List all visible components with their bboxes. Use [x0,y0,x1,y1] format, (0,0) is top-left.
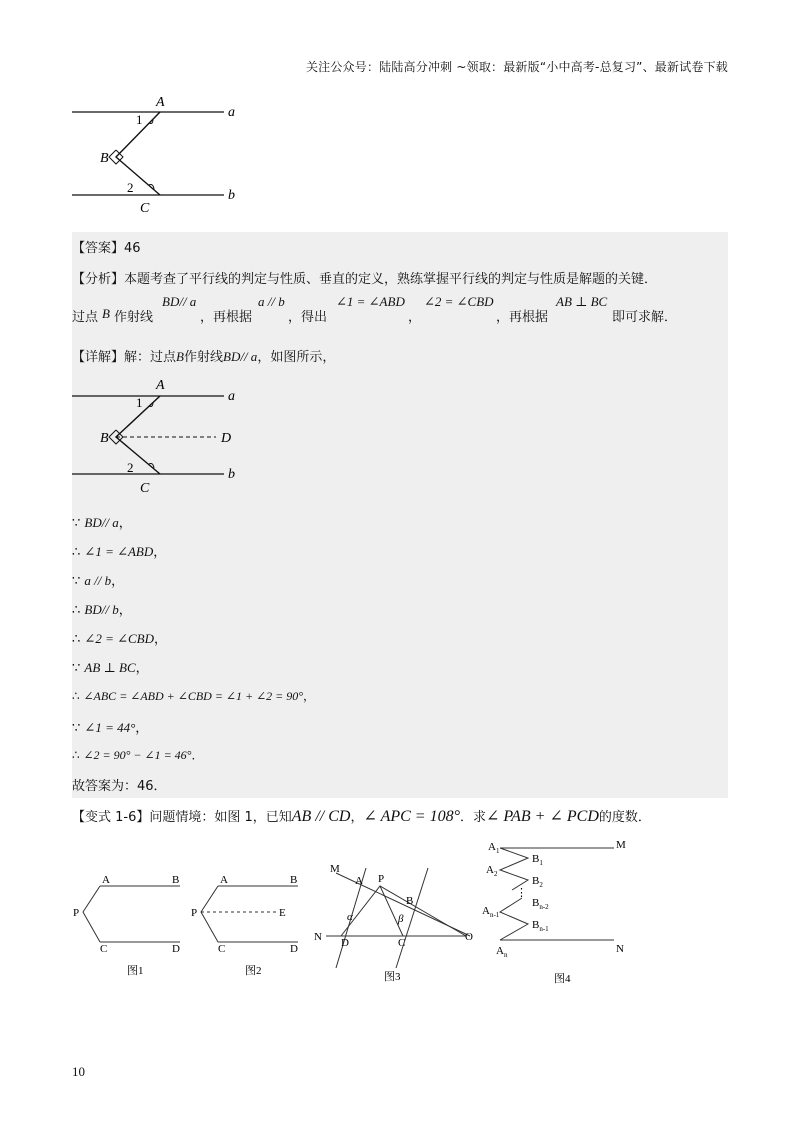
step-9: ∴ ∠2 = 90° − ∠1 = 46°． [72,748,204,762]
fig2-B: B [290,874,298,886]
step-6: ∵ AB ⊥ BC， [72,660,149,676]
fig4-A1: $A_1$ [488,841,500,855]
fig1-B: B [172,874,180,886]
label-A: A [156,378,165,393]
label-line-a: a [228,105,235,120]
analysis-line-2: 过点 B 作射线 BD// a ，再根据 a // b ，得出 ∠1 = ∠ABD ， ∠2 = ∠CBD ，再根据 AB ⊥ BC 即可求解． [72,294,678,325]
step-3: ∵ a // b， [72,573,125,589]
fig4-B2: $B_2$ [532,875,543,889]
label-angle-1: 1 [136,395,143,410]
fig3-M: M [330,863,340,875]
figure-top [72,92,272,220]
label-B: B [100,431,109,446]
fig4-An-1: $A_{n-1}$ [482,905,500,919]
fig1-caption: 图1 [127,965,144,977]
figure-mid [72,374,272,502]
fig3-O: O [465,931,473,943]
fig3-caption: 图3 [384,971,401,983]
figure-3 [310,858,480,984]
fig1-P: P [73,907,80,919]
step-8: ∵ ∠1 = 44°， [72,720,149,736]
label-angle-2: 2 [127,460,134,475]
fig4-A2: $A_2$ [486,864,498,878]
label-line-b: b [228,467,235,482]
fig4-Bn-2: $B_{n-2}$ [532,897,549,911]
page-header: 关注公众号：陆陆高分冲刺 ~领取：最新版“小中高考-总复习”、最新试卷下载 [305,60,728,74]
fig4-B1: $B_1$ [532,853,543,867]
fig3-alpha: α [347,911,353,923]
fig2-caption: 图2 [245,965,262,977]
fig2-C: C [218,943,226,955]
analysis-text: 本题考查了平行线的判定与性质、垂直的定义，熟练掌握平行线的判定与性质是解题的关键． [124,272,658,287]
fig3-A: A [355,875,363,887]
step-7: ∴ ∠ABC = ∠ABD + ∠CBD = ∠1 + ∠2 = 90°， [72,689,316,703]
variant-label: 【变式 1-6】 [72,810,150,825]
figure-4 [482,836,632,988]
formula-angle1: ∠1 = ∠ABD [336,294,405,309]
fig4-Bn-1: $B_{n-1}$ [532,919,549,933]
label-D: D [221,431,232,446]
label-angle-1: 1 [136,112,143,127]
fig3-P: P [378,873,385,885]
step-5: ∴ ∠2 = ∠CBD， [72,631,167,647]
fig2-E: E [279,907,286,919]
detail-line: 【详解】解：过点B作射线BD// a，如图所示， [72,349,336,365]
answer-value: 46 [124,241,141,256]
fig3-C: C [398,937,406,949]
conclusion: 故答案为：46． [72,779,167,794]
step-2: ∴ ∠1 = ∠ABD， [72,544,167,560]
formula-ab-perp-bc: AB ⊥ BC [556,294,608,309]
detail-formula: BD// a [223,349,258,364]
label-C: C [140,201,150,216]
analysis-line-1 [72,268,657,287]
fig4-An: $A_n$ [496,945,508,959]
fig3-N: N [314,931,322,943]
fig4-caption: 图4 [554,973,571,985]
formula-angle2: ∠2 = ∠CBD [424,294,494,309]
fig3-B: B [406,895,414,907]
step-1: ∵ BD// a， [72,515,132,531]
detail-label: 【详解】 [72,350,125,365]
formula-bd-parallel-a: BD// a [162,294,197,309]
step-4: ∴ BD// b， [72,602,132,618]
label-C: C [140,481,150,496]
fig4-M: M [616,839,626,851]
fig2-D: D [290,943,298,955]
fig1-C: C [100,943,108,955]
fig1-D: D [172,943,180,955]
answer-label: 【答案】 [72,241,125,256]
fig4-N: N [616,943,624,955]
label-B: B [100,151,109,166]
fig3-D: D [341,937,349,949]
figure-2 [188,872,303,984]
label-line-b: b [228,188,235,203]
label-angle-2: 2 [127,180,134,195]
figure-1 [70,872,185,984]
analysis-label: 【分析】 [72,272,125,287]
fig4-dots: ⋮ [516,887,527,899]
fig1-A: A [102,874,110,886]
variant-question: 【变式 1-6】问题情境：如图 1，已知AB // CD，∠ APC = 108°．求∠ PAB + ∠ PCD的度数． [72,808,651,825]
fig2-A: A [220,874,228,886]
fig3-beta: β [398,913,404,925]
fig2-P: P [191,907,198,919]
label-A: A [156,95,165,110]
answer-line [72,237,141,256]
page-number: 10 [72,1064,85,1079]
formula-a-parallel-b: a // b [258,294,285,309]
label-line-a: a [228,389,235,404]
